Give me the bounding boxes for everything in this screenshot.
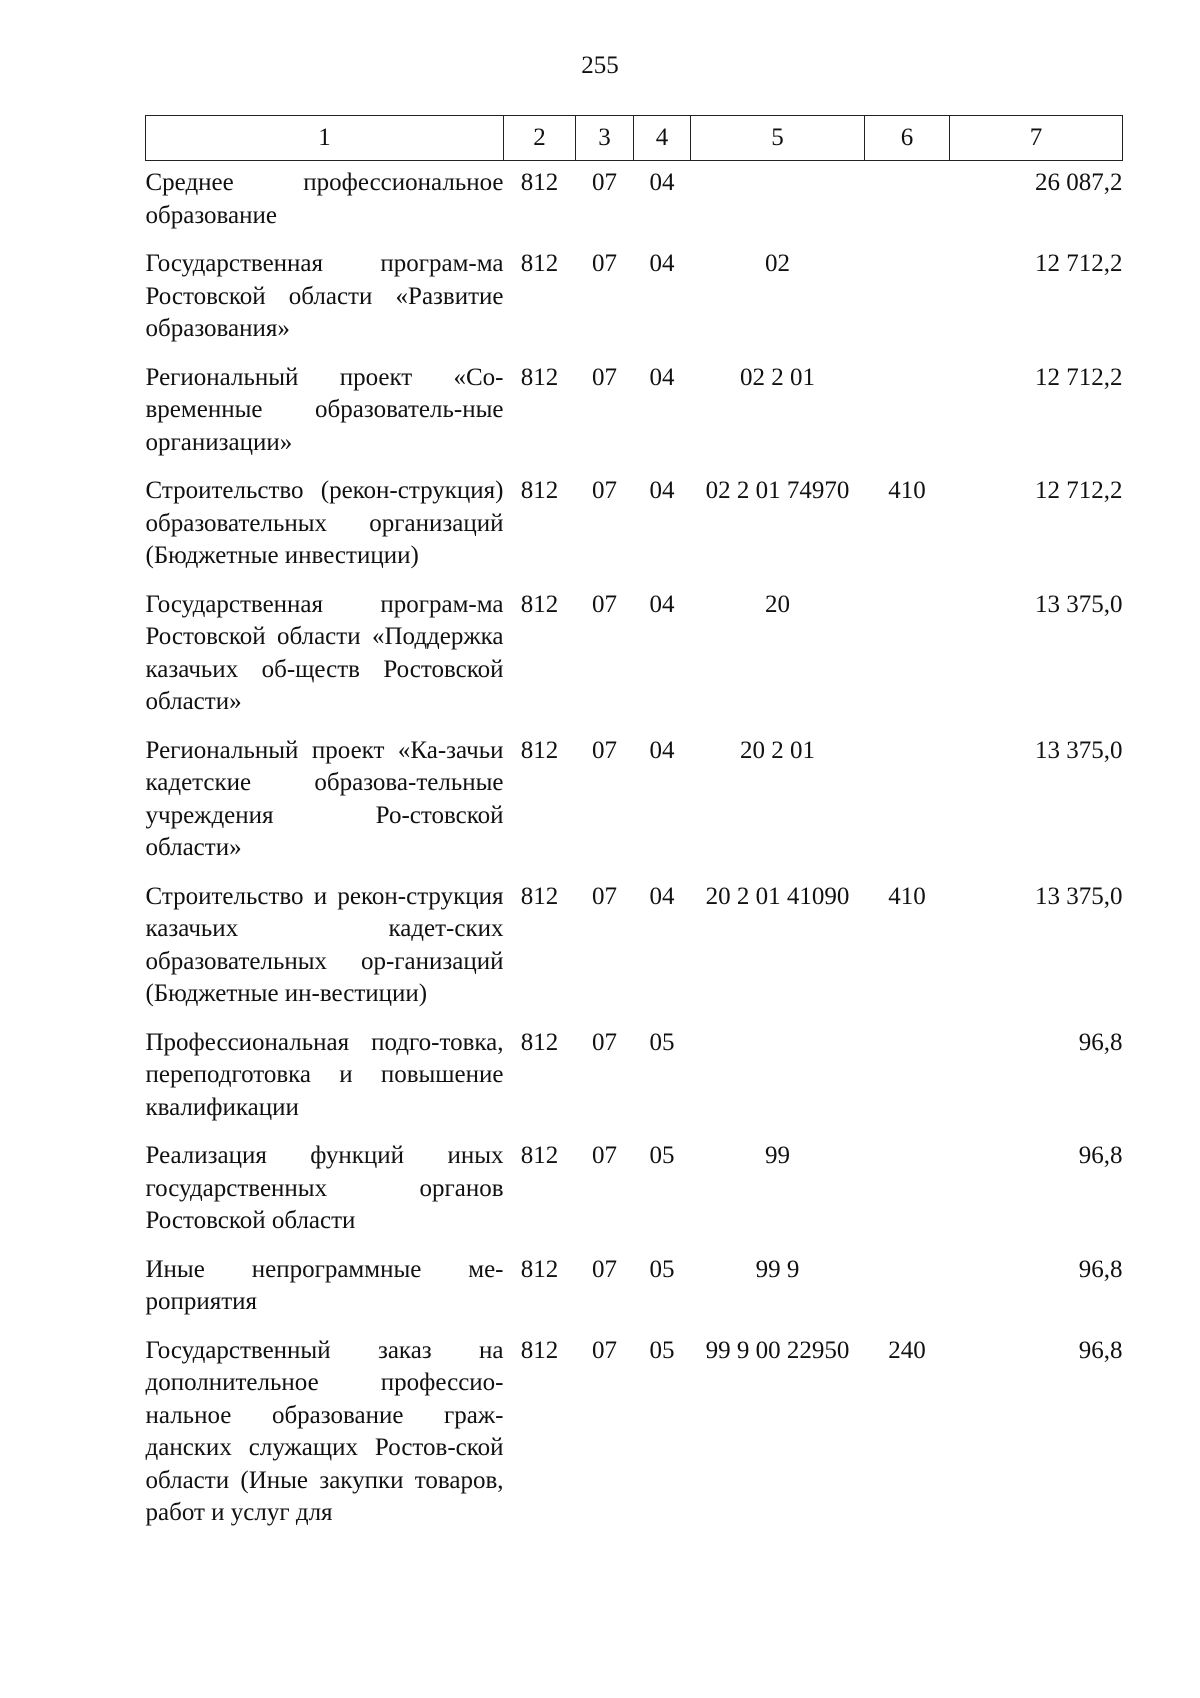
row-section-code: 07	[592, 477, 617, 504]
row-ministry-code: 812	[520, 363, 559, 391]
row-name: Государственный заказ на дополнительное профессио-нальное образование граж-данских служащих Ростов-ской области (Иные закупки товаров, работ и услуг для	[145, 1336, 504, 1526]
row-ministry-code: 812	[520, 250, 559, 277]
row-section-code: 07	[592, 1255, 617, 1283]
page-number: 255	[581, 52, 619, 79]
row-section-code: 07	[592, 1028, 617, 1056]
row-amount: 12 712,2	[1035, 363, 1123, 391]
row-name: Региональный проект «Со-временные образователь-ные организации»	[145, 363, 504, 456]
header-row	[146, 116, 1123, 161]
row-ministry-code: 812	[520, 882, 559, 910]
row-name: Среднее профессиональное образование	[145, 169, 504, 229]
row-expense-type	[865, 356, 950, 470]
row-expense-type: 240	[888, 1336, 926, 1364]
row-ministry-code: 812	[520, 590, 559, 618]
row-expense-type	[865, 1248, 950, 1329]
row-amount: 13 375,0	[1035, 736, 1123, 764]
row-subsection-code: 04	[649, 477, 675, 504]
row-subsection-code: 05	[649, 1255, 675, 1283]
row-subsection-code: 05	[649, 1336, 675, 1364]
row-ministry-code: 812	[520, 1255, 559, 1283]
table-row	[146, 356, 1123, 470]
header-col-6: 6	[865, 116, 950, 161]
row-target-code: 02	[765, 250, 790, 277]
row-target-code: 20 2 01	[740, 736, 815, 764]
row-name: Реализация функций иных государственных органов Ростовской области	[145, 1142, 504, 1234]
row-name: Государственная програм-ма Ростовской области «Развитие образования»	[145, 250, 504, 342]
header-col-5: 5	[691, 116, 865, 161]
row-name: Государственная програм-ма Ростовской области «Поддержка казачьих об-ществ Ростовской области»	[145, 590, 504, 715]
row-name: Иные непрограммные ме-роприятия	[145, 1255, 504, 1315]
header-col-3: 3	[576, 116, 634, 161]
row-subsection-code: 04	[649, 736, 675, 764]
row-amount: 96,8	[1078, 1336, 1123, 1364]
table-row	[146, 242, 1123, 356]
table-row	[146, 469, 1123, 583]
row-target-code: 99 9 00 22950	[705, 1336, 850, 1364]
row-section-code: 07	[592, 590, 617, 618]
row-ministry-code: 812	[520, 1028, 559, 1056]
row-section-code: 07	[592, 1142, 617, 1169]
row-target-code: 02 2 01	[740, 363, 815, 391]
table-row	[146, 1329, 1123, 1540]
row-ministry-code: 812	[520, 1142, 559, 1169]
table-row	[146, 161, 1123, 243]
row-section-code: 07	[592, 363, 617, 391]
table-header	[146, 116, 1123, 161]
row-expense-type: 410	[888, 477, 926, 504]
row-amount: 96,8	[1078, 1255, 1123, 1283]
row-target-code: 20 2 01 41090	[705, 882, 850, 910]
row-ministry-code: 812	[520, 736, 559, 764]
row-expense-type	[865, 1021, 950, 1135]
row-amount: 96,8	[1078, 1028, 1123, 1056]
row-name: Строительство (рекон-струкция) образовательных организаций (Бюджетные инвестиции)	[145, 477, 504, 569]
table-row	[146, 875, 1123, 1021]
row-amount: 13 375,0	[1035, 882, 1123, 910]
row-target-code: 02 2 01 74970	[705, 477, 850, 504]
row-subsection-code: 04	[649, 169, 675, 196]
row-ministry-code: 812	[520, 1336, 559, 1364]
row-subsection-code: 04	[649, 882, 675, 910]
table-row	[146, 729, 1123, 875]
row-name: Региональный проект «Ка-зачьи кадетские образова-тельные учреждения Ро-стовской области»	[145, 736, 504, 861]
row-subsection-code: 04	[649, 250, 675, 277]
row-amount: 12 712,2	[1035, 250, 1123, 277]
row-section-code: 07	[592, 250, 617, 277]
row-amount: 96,8	[1078, 1142, 1123, 1169]
row-ministry-code: 812	[520, 477, 559, 504]
header-col-4: 4	[634, 116, 691, 161]
table-row	[146, 1021, 1123, 1135]
row-expense-type	[865, 729, 950, 875]
row-expense-type	[865, 242, 950, 356]
row-subsection-code: 04	[649, 363, 675, 391]
row-name: Строительство и рекон-струкция казачьих кадет-ских образовательных ор-ганизаций (Бюджетные ин-вестиции)	[145, 882, 504, 1007]
table-row	[146, 583, 1123, 729]
row-expense-type: 410	[888, 882, 926, 910]
header-col-7: 7	[950, 116, 1123, 161]
row-expense-type	[865, 161, 950, 243]
row-target-code: 99 9	[755, 1255, 800, 1283]
row-ministry-code: 812	[520, 169, 559, 196]
table-body	[146, 161, 1123, 1540]
row-subsection-code: 05	[649, 1028, 675, 1056]
table-row	[146, 1248, 1123, 1329]
table-row	[146, 1134, 1123, 1248]
row-target-code: 20	[765, 590, 790, 618]
header-col-1: 1	[146, 116, 504, 161]
header-col-2: 2	[504, 116, 576, 161]
row-expense-type	[865, 583, 950, 729]
row-section-code: 07	[592, 882, 617, 910]
row-expense-type	[865, 1134, 950, 1248]
row-amount: 12 712,2	[1035, 477, 1123, 504]
row-name: Профессиональная подго-товка, переподготовка и повышение квалификации	[145, 1028, 504, 1121]
row-section-code: 07	[592, 736, 617, 764]
row-target-code	[691, 161, 865, 243]
row-amount: 26 087,2	[1035, 169, 1123, 196]
budget-table	[145, 115, 1123, 1540]
row-amount: 13 375,0	[1035, 590, 1123, 618]
row-subsection-code: 05	[649, 1142, 675, 1169]
row-subsection-code: 04	[649, 590, 675, 618]
row-section-code: 07	[592, 1336, 617, 1364]
row-target-code: 99	[765, 1142, 790, 1169]
row-section-code: 07	[592, 169, 617, 196]
row-target-code	[691, 1021, 865, 1135]
